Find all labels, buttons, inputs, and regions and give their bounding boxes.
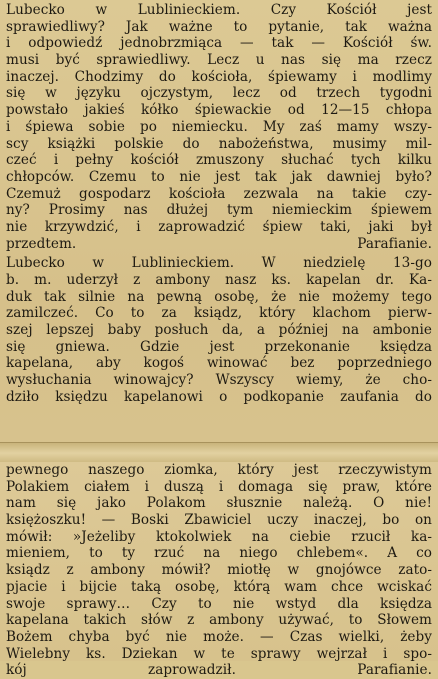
text-line: Bożem chyba być nie może. — Czas wielki, żeby [6, 628, 432, 645]
article-column-bottom [0, 462, 438, 679]
text-line: ny? Prosimy nas dłużej tym niemieckim śpiewem [6, 202, 432, 219]
text-line: scy książki polskie do nabożeństwa, musimy mil- [6, 135, 432, 152]
text-line: księżoszku! — Boski Zbawiciel uczy inaczej, bo on [6, 512, 432, 529]
text-line: sprawiedliwy? Jak ważne to pytanie, tak ważna [6, 18, 432, 35]
text-line: mieniem, to ty rzuć na niego chlebem«. A co [6, 545, 432, 562]
text-line: kapelana takich słów z ambony używać, to Słowem [6, 612, 432, 629]
text-line: kapelana, aby kogoś winować bez poprzedniego [6, 355, 432, 372]
signature-line: przedtem. Parafianie. [6, 235, 432, 252]
article-lubecko-1 [6, 2, 432, 252]
text-line: powstało jakieś kółko śpiewackie od 12—15 chłopa [6, 102, 432, 119]
text-line: szej lepszej baby posłuch da, a później na ambonie [6, 322, 432, 339]
text-line: nie krzywdzić, i zaprowadzić śpiew taki, jaki był [6, 218, 432, 235]
clipping-seam [0, 442, 438, 464]
text-line: wysłuchania winowajcy? Wszyscy wiemy, że cho- [6, 372, 432, 389]
article-lubecko-2 [6, 255, 432, 405]
text-line: ksiądz z ambony mówił? miotłę w gnojówce zato- [6, 562, 432, 579]
text-line: chłopców. Czemu to nie jest tak jak dawniej było? [6, 168, 432, 185]
text-line: i śpiewa sobie po niemiecku. My zaś mamy wszy- [6, 118, 432, 135]
text-line: mówił: »Jeżeliby ktokolwiek na ciebie rzucił ka- [6, 528, 432, 545]
text-line: dziło księdzu kapelanowi o podkopanie zaufania do [6, 388, 432, 405]
text-line: swoje sprawy… Czy to nie wstyd dla księdza [6, 595, 432, 612]
text-line: Czemuż gospodarz kościoła zezwala na takie czy- [6, 185, 432, 202]
text-line: i odpowiedź jednobrzmiąca — tak — Kościół św. [6, 35, 432, 52]
text-line: pewnego naszego ziomka, który jest rzeczywistym [6, 462, 432, 478]
text-line: Lubecko w Lublinieckiem. W niedzielę 13-go [6, 255, 432, 272]
text-line: zamilczeć. Co to za ksiądz, który klachom pierw- [6, 305, 432, 322]
text-line: się w języku ojczystym, lecz od trzech tygodni [6, 85, 432, 102]
text-line: b. m. uderzył z ambony nasz ks. kapelan dr. Ka- [6, 272, 432, 288]
signature-line: kój zaprowadził. Parafianie. [6, 662, 432, 679]
text-line: Wielebny ks. Dziekan w te sprawy wejrzał i spo- [6, 645, 432, 662]
text-line: nam się jako Polakom słusznie należą. O nie! [6, 495, 432, 512]
text-line: inaczej. Chodzimy do kościoła, śpiewamy i modlimy [6, 68, 432, 85]
text-line: się gniewa. Gdzie jest przekonanie księdza [6, 338, 432, 355]
text-line: Polakiem ciałem i duszą i domaga się praw, które [6, 478, 432, 495]
text-line: pjacie i bijcie taką osobę, którą wam chce wciskać [6, 578, 432, 595]
text-line: duk tak silnie na pewną osobę, że nie możemy tego [6, 288, 432, 305]
text-line: czeć i pełny kościół zmuszony słuchać tych kilku [6, 152, 432, 169]
text-line: musi być sprawiedliwy. Lecz u nas się ma rzecz [6, 52, 432, 69]
text-line: Lubecko w Lublinieckiem. Czy Kościół jest [6, 2, 432, 18]
